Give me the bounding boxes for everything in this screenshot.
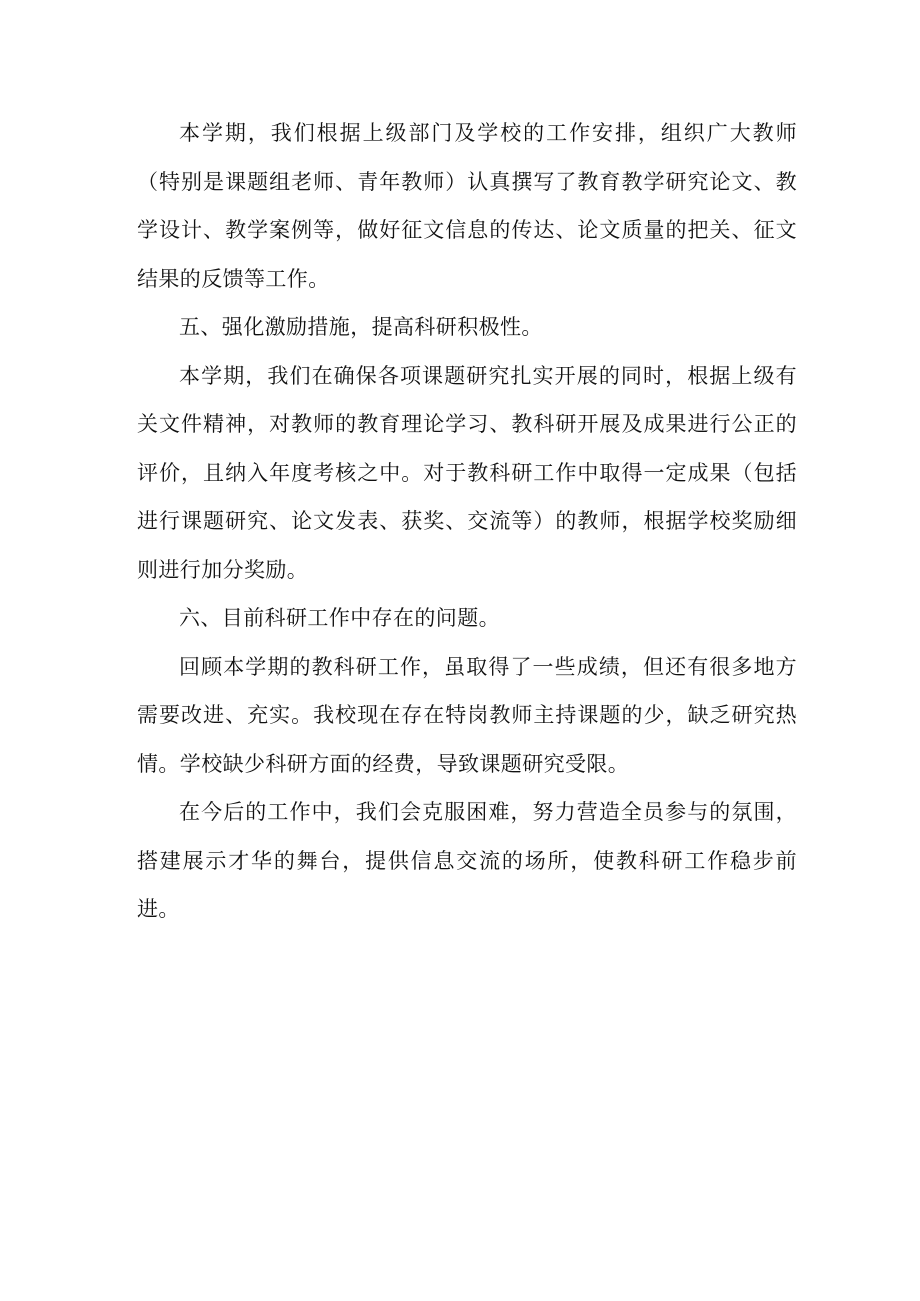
paragraph-future-work: 在今后的工作中，我们会克服困难，努力营造全员参与的氛围，搭建展示才华的舞台，提供信息交流的场所，使教科研工作稳步前进。 (137, 800, 797, 921)
paragraph-problems: 回顾本学期的教科研工作，虽取得了一些成绩，但还有很多地方需要改进、充实。我校现在存在特岗教师主持课题的少，缺乏研究热情。学校缺少科研方面的经费，导致课题研究受限。 (137, 654, 797, 776)
paragraph-paper-writing: 本学期，我们根据上级部门及学校的工作安排，组织广大教师（特别是课题组老师、青年教师）认真撰写了教育教学研究论文、教学设计、教学案例等，做好征文信息的传达、论文质量的把关、征文结果的反馈等工作。 (137, 121, 797, 291)
paragraph-incentives: 本学期，我们在确保各项课题研究扎实开展的同时，根据上级有关文件精神，对教师的教育理论学习、教科研开展及成果进行公正的评价，且纳入年度考核之中。对于教科研工作中取得一定成果（包括进行课题研究、论文发表、获奖、交流等）的教师，根据学校奖励细则进行加分奖励。 (137, 363, 797, 582)
section-heading-problems: 六、目前科研工作中存在的问题。 (179, 606, 500, 630)
document-body (137, 109, 797, 934)
section-heading-incentives: 五、强化激励措施，提高科研积极性。 (179, 315, 543, 339)
